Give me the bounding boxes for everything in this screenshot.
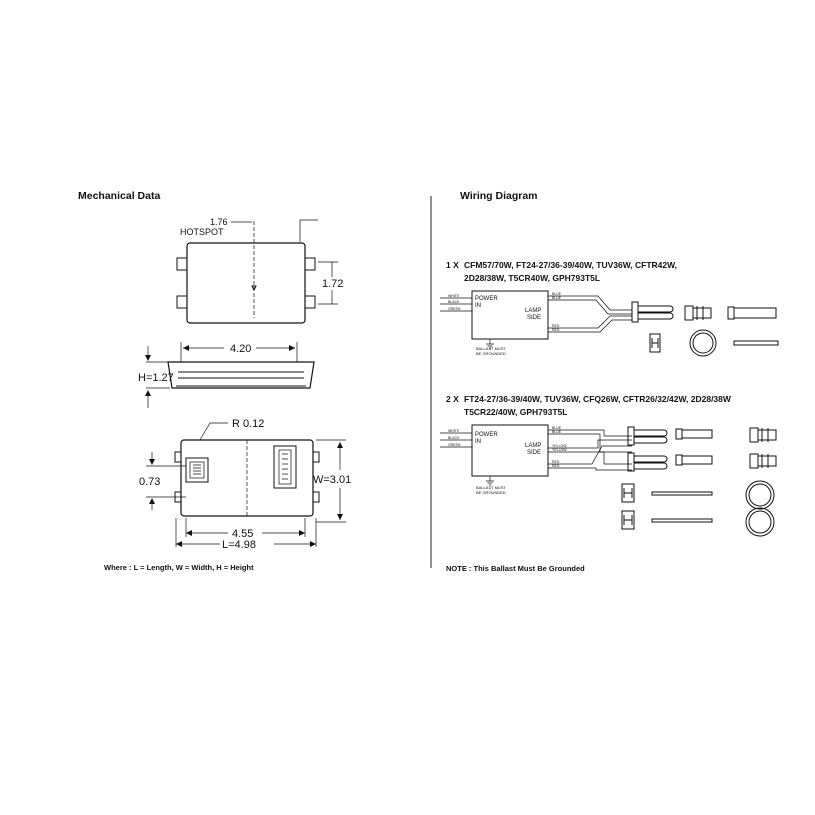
radius-dimension: R 0.12 [232, 418, 265, 430]
config1-wire-red-2: RED [552, 328, 560, 332]
side-length-dimension: 4.20 [230, 343, 252, 355]
config1-wire-green: GREEN [448, 307, 461, 311]
config2-lamp-images [622, 427, 776, 536]
config1-lamp-label: LAMP [525, 308, 542, 314]
config1-qty: 1 X [446, 260, 459, 270]
wiring-diagram-section [440, 190, 778, 573]
config2-lamps-line2: T5CR22/40W, GPH793T5L [464, 407, 568, 417]
config1-wire-blue-1: BLUE [552, 292, 562, 296]
config1-wire-white: WHITE [448, 294, 460, 298]
config2-lamps-line1: FT24-27/36-39/40W, TUV36W, CFQ26W, CFTR26/32/42W, 2D28/38W [464, 394, 731, 404]
config1-wire-blue-2: BLUE [552, 296, 562, 300]
wiring-config-1 [440, 260, 778, 356]
config2-wire-green: GREEN [448, 443, 461, 447]
config2-ground-line2: BE GROUNDED [476, 490, 506, 495]
slot-dimension: 0.73 [139, 476, 161, 488]
top-view [177, 217, 343, 323]
config2-wire-yellow-2: YELLOW [552, 448, 567, 452]
wiring-config-2 [440, 394, 776, 536]
config1-power-label: POWER [475, 296, 498, 302]
config1-ground-line1: BALLAST MUST [476, 346, 506, 351]
config2-power-label: POWER [475, 432, 498, 438]
mount-dimension: 4.55 [232, 528, 254, 540]
grounding-note: NOTE : This Ballast Must Be Grounded [446, 564, 585, 573]
width-dimension: W=3.01 [313, 474, 352, 486]
config1-lamps-line2: 2D28/38W, T5CR40W, GPH793T5L [464, 273, 601, 283]
side-height-dimension: H=1.27 [138, 372, 174, 384]
hotspot-label: HOTSPOT [180, 227, 224, 237]
mechanical-data-title: Mechanical Data [78, 190, 161, 202]
config1-in-label: IN [475, 303, 481, 309]
hotspot-value: 1.76 [210, 217, 228, 227]
config1-side-label: SIDE [527, 315, 542, 321]
config2-ground-line1: BALLAST MUST [476, 485, 506, 490]
config2-wire-white: WHITE [448, 429, 460, 433]
config2-wire-red-2: RED [552, 464, 560, 468]
config1-wire-black: BLACK [448, 300, 460, 304]
config2-qty: 2 X [446, 394, 459, 404]
config1-lamp-images [632, 302, 778, 356]
config2-wire-black: BLACK [448, 436, 460, 440]
config1-wire-red-1: RED [552, 324, 560, 328]
config2-in-label: IN [475, 439, 481, 445]
bottom-view [139, 418, 351, 551]
config1-lamps-line1: CFM57/70W, FT24-27/36-39/40W, TUV36W, CFTR42W, [464, 260, 678, 270]
config2-wire-blue-1: BLUE [552, 426, 562, 430]
config1-ground-line2: BE GROUNDED [476, 351, 506, 356]
config2-side-label: SIDE [527, 450, 542, 456]
side-view [138, 342, 314, 408]
config2-lamp-label: LAMP [525, 443, 542, 449]
length-dimension: L=4.98 [222, 539, 256, 551]
wiring-diagram-title: Wiring Diagram [460, 190, 538, 202]
config2-wire-yellow-1: YELLOW [552, 444, 567, 448]
mechanical-data-section [78, 190, 351, 572]
config2-wire-blue-2: BLUE [552, 430, 562, 434]
top-height-dimension: 1.72 [322, 278, 344, 290]
mechanical-footnote: Where : L = Length, W = Width, H = Height [104, 563, 254, 572]
config2-wire-red-1: RED [552, 460, 560, 464]
